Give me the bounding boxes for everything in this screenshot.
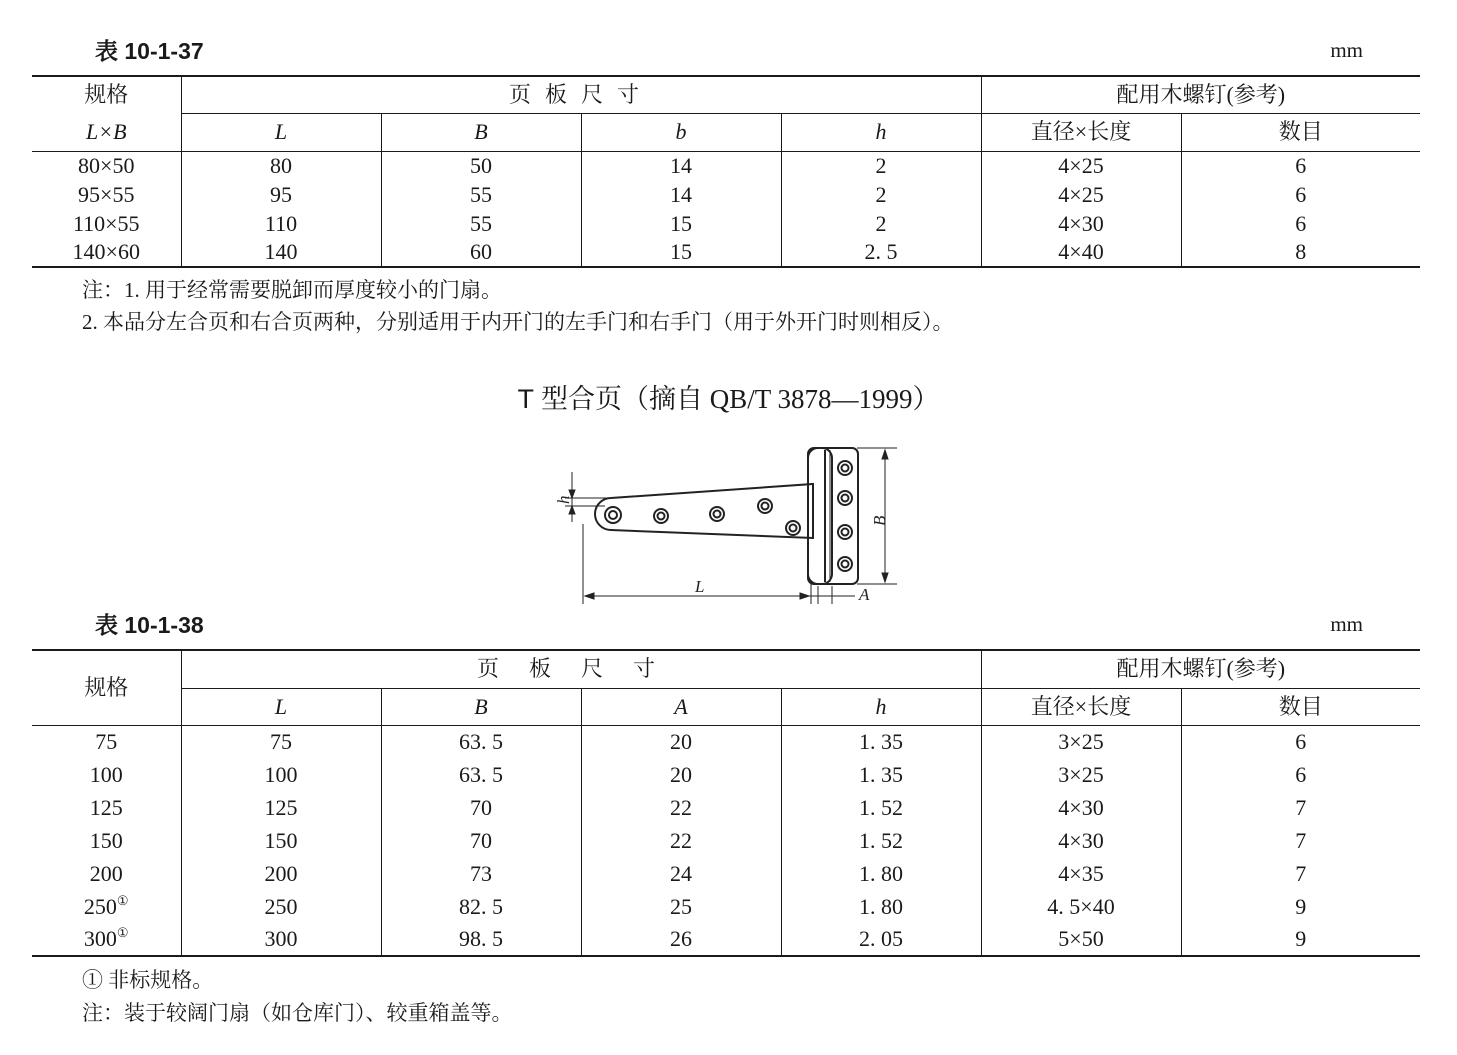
cell-B: 50 [381, 151, 581, 180]
cell-b: 15 [581, 209, 781, 238]
cell-spec: 95×55 [78, 181, 135, 207]
table2-header-h: h [781, 688, 981, 725]
cell-screw: 5×50 [981, 923, 1181, 956]
cell-B: 60 [381, 238, 581, 267]
dim-label-B: B [870, 515, 889, 526]
table2-header-L: L [181, 688, 381, 725]
table1-header-plate-group: 页板尺寸 [181, 76, 981, 113]
cell-screw: 4×25 [981, 180, 1181, 209]
table1-note-1: 注：1. 用于经常需要脱卸而厚度较小的门扇。 [82, 278, 502, 302]
table-row [32, 725, 1420, 758]
cell-spec: 140×60 [32, 238, 181, 267]
cell-h: 1. 35 [781, 758, 981, 791]
cell-b: 14 [581, 151, 781, 180]
table1 [32, 75, 1420, 268]
cell-A: 25 [581, 890, 781, 923]
cell-L: 250 [181, 890, 381, 923]
cell-A: 24 [581, 857, 781, 890]
cell-count: 6 [1181, 151, 1420, 180]
cell-B: 63. 5 [381, 725, 581, 758]
cell-L: 200 [181, 857, 381, 890]
cell-count: 6 [1181, 209, 1420, 238]
table1-header-screw-size: 直径×长度 [981, 113, 1181, 151]
cell-h: 1. 35 [781, 725, 981, 758]
cell-B: 98. 5 [381, 923, 581, 956]
cell-A: 22 [581, 791, 781, 824]
table1-header-B: B [381, 113, 581, 151]
t-hinge-drawing [545, 440, 905, 610]
cell-spec: 100 [89, 761, 123, 787]
table-row [32, 890, 1420, 923]
cell-L: 140 [181, 238, 381, 267]
cell-count: 9 [1181, 923, 1420, 956]
table2-header-B: B [381, 688, 581, 725]
table1-header-spec-sub: L×B [32, 113, 181, 151]
cell-h: 1. 80 [781, 857, 981, 890]
cell-L: 100 [181, 758, 381, 791]
cell-count: 6 [1181, 180, 1420, 209]
cell-B: 63. 5 [381, 758, 581, 791]
cell-B: 70 [381, 824, 581, 857]
cell-screw: 4×30 [981, 791, 1181, 824]
cell-count: 9 [1181, 890, 1420, 923]
cell-h: 2 [781, 180, 981, 209]
cell-spec: 250① [83, 892, 129, 919]
hinge-knuckle [808, 448, 832, 584]
table-row [32, 180, 1420, 209]
table-row [32, 923, 1420, 956]
cell-count: 6 [1181, 758, 1420, 791]
cell-L: 150 [181, 824, 381, 857]
cell-B: 70 [381, 791, 581, 824]
cell-h: 1. 52 [781, 824, 981, 857]
table1-header-L: L [181, 113, 381, 151]
cell-b: 14 [581, 180, 781, 209]
cell-h: 2 [781, 151, 981, 180]
cell-A: 22 [581, 824, 781, 857]
cell-L: 110 [181, 209, 381, 238]
strap-holes [838, 461, 852, 571]
table2-unit: mm [1330, 612, 1363, 636]
cell-count: 6 [1181, 725, 1420, 758]
cell-count: 7 [1181, 824, 1420, 857]
table-row [32, 824, 1420, 857]
cell-count: 8 [1181, 238, 1420, 267]
cell-A: 20 [581, 758, 781, 791]
cell-A: 26 [581, 923, 781, 956]
cell-B: 73 [381, 857, 581, 890]
table2-header-spec: 规格 [32, 650, 181, 725]
cell-screw: 4×30 [981, 209, 1181, 238]
cell-screw: 4. 5×40 [981, 890, 1181, 923]
cell-spec: 300① [32, 923, 181, 956]
cell-h: 2. 05 [781, 923, 981, 956]
cell-A: 20 [581, 725, 781, 758]
cell-L: 300 [181, 923, 381, 956]
cell-B: 55 [381, 209, 581, 238]
cell-L: 80 [181, 151, 381, 180]
cell-h: 2. 5 [781, 238, 981, 267]
dim-label-A: A [859, 585, 870, 604]
table-row [32, 857, 1420, 890]
table2-header-A: A [581, 688, 781, 725]
cell-spec: 200 [89, 860, 123, 886]
cell-L: 75 [181, 725, 381, 758]
dim-label-L: L [695, 577, 705, 596]
cell-B: 82. 5 [381, 890, 581, 923]
leaf-holes [605, 499, 800, 535]
hinge-leaf [595, 484, 813, 538]
table2-header-screw-size: 直径×长度 [981, 688, 1181, 725]
table-row [32, 209, 1420, 238]
cell-count: 7 [1181, 791, 1420, 824]
cell-screw: 3×25 [981, 758, 1181, 791]
table1-header-b: b [581, 113, 781, 151]
cell-spec: 150 [89, 827, 123, 853]
cell-spec: 80×50 [78, 152, 135, 178]
table2-footnote: ① 非标规格。 [82, 968, 214, 992]
table-row [32, 151, 1420, 180]
cell-h: 1. 80 [781, 890, 981, 923]
table2-title: 表 10-1-38 [95, 612, 204, 638]
cell-screw: 4×25 [981, 151, 1181, 180]
cell-screw: 4×40 [981, 238, 1181, 267]
table1-header-h: h [781, 113, 981, 151]
table2-header-count: 数目 [1181, 688, 1420, 725]
table-row [32, 791, 1420, 824]
table-row [32, 238, 1420, 267]
cell-L: 95 [181, 180, 381, 209]
cell-L: 125 [181, 791, 381, 824]
table2-header-screw-group: 配用木螺钉(参考) [981, 650, 1420, 688]
figure-title [0, 377, 1457, 416]
cell-h: 1. 52 [781, 791, 981, 824]
table-row [32, 758, 1420, 791]
figure-title-source: （摘自 QB/T 3878—1999） [622, 384, 940, 414]
cell-spec: 125 [89, 794, 123, 820]
cell-screw: 4×30 [981, 824, 1181, 857]
table1-header-count: 数目 [1181, 113, 1420, 151]
cell-screw: 3×25 [981, 725, 1181, 758]
table2-note: 注：装于较阔门扇（如仓库门）、较重箱盖等。 [82, 1001, 513, 1025]
dim-label-h: h [554, 495, 573, 504]
table1-unit: mm [1330, 38, 1363, 62]
table1-note-2: 2. 本品分左合页和右合页两种，分别适用于内开门的左手门和右手门（用于外开门时则相反）。 [82, 310, 954, 334]
cell-spec: 75 [95, 728, 118, 754]
cell-count: 7 [1181, 857, 1420, 890]
table1-header-spec: 规格 [32, 76, 181, 113]
table1-title: 表 10-1-37 [95, 38, 204, 64]
table1-header-screw-group: 配用木螺钉(参考) [981, 76, 1420, 113]
figure-title-main: T 型合页 [517, 384, 622, 414]
table2 [32, 649, 1420, 957]
cell-b: 15 [581, 238, 781, 267]
table2-header-plate-group: 页板尺寸 [181, 650, 981, 688]
cell-h: 2 [781, 209, 981, 238]
cell-B: 55 [381, 180, 581, 209]
cell-screw: 4×35 [981, 857, 1181, 890]
cell-spec: 110×55 [72, 210, 140, 236]
